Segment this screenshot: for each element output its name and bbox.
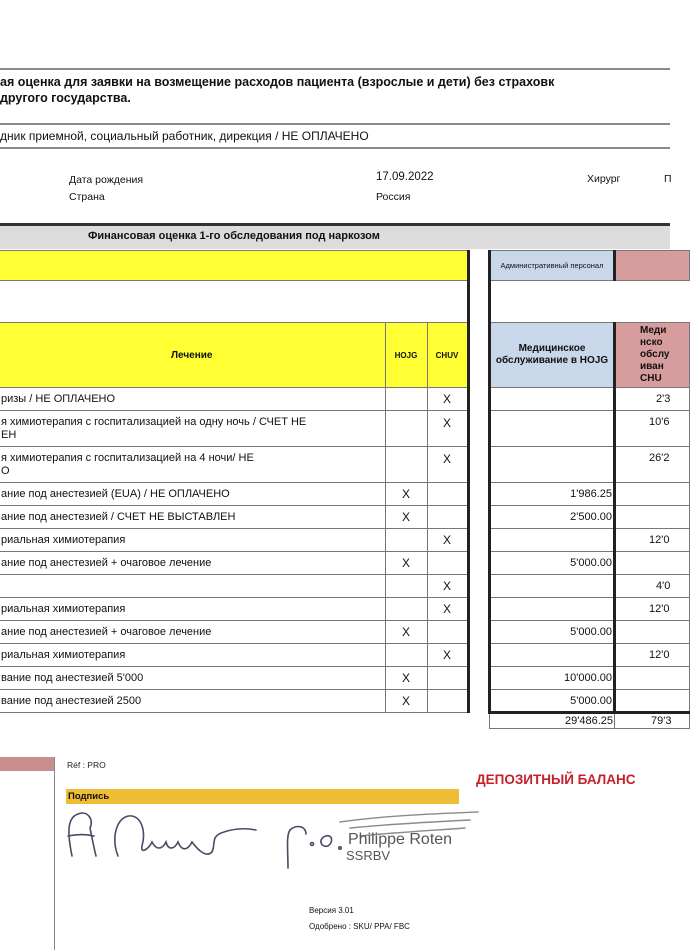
chuv-mark bbox=[427, 621, 468, 644]
hojg-mark: X bbox=[385, 621, 427, 644]
surgeon-value: П bbox=[664, 173, 672, 185]
approved-by: Одобрено : SKU/ PPA/ FBC bbox=[309, 922, 410, 931]
treatment-text: вание под анестезией 2500 bbox=[1, 694, 142, 707]
chuv-cost bbox=[615, 667, 690, 690]
hojg-cost: 5'000.00 bbox=[490, 690, 615, 713]
handwritten-signature bbox=[60, 806, 480, 876]
chuv-mark: X bbox=[427, 447, 468, 483]
chuv-mark: X bbox=[427, 411, 468, 447]
chuv-cost bbox=[615, 690, 690, 713]
treatment-cell bbox=[0, 667, 385, 690]
hojg-cost bbox=[490, 529, 615, 552]
document-title-line1: ая оценка для заявки на возмещение расходов пациента (взрослые и дети) без страховк bbox=[0, 75, 555, 89]
cost-row bbox=[490, 529, 690, 552]
treatment-row bbox=[0, 411, 468, 447]
treatment-row bbox=[0, 388, 468, 411]
treatment-text-cont: ЕН bbox=[1, 429, 17, 441]
chuv-cost: 12'0 bbox=[615, 644, 690, 667]
hojg-mark bbox=[385, 447, 427, 483]
treatment-row bbox=[0, 644, 468, 667]
cost-row bbox=[490, 644, 690, 667]
cost-row bbox=[490, 690, 690, 713]
version: Версия 3.01 bbox=[309, 906, 354, 915]
hojg-cost: 10'000.00 bbox=[490, 667, 615, 690]
treatment-row bbox=[0, 690, 468, 713]
cost-row bbox=[490, 598, 690, 621]
title-rule bbox=[0, 123, 670, 125]
blank-row bbox=[0, 281, 468, 323]
treatment-cell bbox=[0, 483, 385, 506]
cost-row bbox=[490, 506, 690, 529]
country-label: Страна bbox=[69, 191, 105, 203]
chuv-cost bbox=[615, 621, 690, 644]
section-title: Финансовая оценка 1-го обследования под наркозом bbox=[88, 230, 380, 242]
admin-row bbox=[490, 251, 690, 281]
treatment-text: ание под анестезией / СЧЕТ НЕ ВЫСТАВЛЕН bbox=[1, 510, 236, 523]
hojg-header: HOJG bbox=[385, 323, 427, 388]
chuv-mark bbox=[427, 552, 468, 575]
chuv-mark: X bbox=[427, 575, 468, 598]
cost-row bbox=[490, 388, 690, 411]
blank-row bbox=[490, 281, 690, 323]
cost-row bbox=[490, 447, 690, 483]
treatment-text: риальная химиотерапия bbox=[1, 533, 126, 546]
hojg-mark: X bbox=[385, 690, 427, 713]
chuv-mark bbox=[427, 506, 468, 529]
cost-row bbox=[490, 621, 690, 644]
top-rule bbox=[0, 68, 670, 70]
total-row bbox=[490, 713, 690, 729]
hojg-cost: 5'000.00 bbox=[490, 552, 615, 575]
document-title bbox=[0, 74, 554, 106]
signature-bar bbox=[66, 789, 459, 804]
hojg-cost: 5'000.00 bbox=[490, 621, 615, 644]
chuv-cost bbox=[615, 506, 690, 529]
chuv-cost: 12'0 bbox=[615, 529, 690, 552]
hojg-cost: 1'986.25 bbox=[490, 483, 615, 506]
hojg-mark bbox=[385, 644, 427, 667]
hojg-cost bbox=[490, 388, 615, 411]
hojg-cost bbox=[490, 575, 615, 598]
treatment-row bbox=[0, 447, 468, 483]
chuv-cost: 2'3 bbox=[615, 388, 690, 411]
treatment-row bbox=[0, 552, 468, 575]
treatment-cell bbox=[0, 529, 385, 552]
dob-value: 17.09.2022 bbox=[376, 171, 434, 183]
chuv-mark bbox=[427, 690, 468, 713]
hojg-cost-header: Медицинское обслуживание в HOJG bbox=[490, 323, 615, 388]
treatment-text: ание под анестезией + очаговое лечение bbox=[1, 625, 212, 638]
treatment-cell bbox=[0, 411, 385, 447]
chuv-cost: 12'0 bbox=[615, 598, 690, 621]
hojg-mark: X bbox=[385, 483, 427, 506]
stamp-name: Philippe Roten bbox=[348, 831, 453, 848]
cost-row bbox=[490, 411, 690, 447]
admin-staff-header: Административный персонал bbox=[490, 251, 615, 281]
cost-row bbox=[490, 575, 690, 598]
total-hojg: 29'486.25 bbox=[490, 713, 615, 729]
chuv-cost: 4'0 bbox=[615, 575, 690, 598]
chuv-mark: X bbox=[427, 598, 468, 621]
hojg-mark: X bbox=[385, 552, 427, 575]
chuv-mark bbox=[427, 483, 468, 506]
treatment-row bbox=[0, 667, 468, 690]
treatment-text: риальная химиотерапия bbox=[1, 648, 126, 661]
treatment-header-row bbox=[0, 323, 468, 388]
country-value: Россия bbox=[376, 191, 411, 203]
hojg-cost: 2'500.00 bbox=[490, 506, 615, 529]
treatment-text-cont: О bbox=[1, 465, 10, 477]
chuv-cost-header: Меди нско обслу иван CHU bbox=[615, 323, 690, 388]
cost-header-row bbox=[490, 323, 690, 388]
reference: Réf : PRO bbox=[67, 760, 106, 770]
treatment-row bbox=[0, 483, 468, 506]
hojg-mark bbox=[385, 575, 427, 598]
cost-row bbox=[490, 552, 690, 575]
hojg-cost bbox=[490, 411, 615, 447]
treatment-text: вание под анестезией 5'000 bbox=[1, 671, 144, 684]
signature-label: Подпись bbox=[68, 791, 110, 802]
dob-label: Дата рождения bbox=[69, 174, 144, 186]
treatment-text: ание под анестезией (EUA) / НЕ ОПЛАЧЕНО bbox=[1, 487, 230, 500]
chuv-cost: 10'6 bbox=[615, 411, 690, 447]
chuv-cost bbox=[615, 552, 690, 575]
treatment-row bbox=[0, 621, 468, 644]
subtitle-rule bbox=[0, 147, 670, 149]
recipients-line: дник приемной, социальный работник, дирекция / НЕ ОПЛАЧЕНО bbox=[0, 129, 369, 143]
treatment-row bbox=[0, 598, 468, 621]
treatment-header: Лечение bbox=[0, 323, 385, 388]
yellow-band-row bbox=[0, 251, 468, 281]
treatment-text: ризы / НЕ ОПЛАЧЕНО bbox=[1, 392, 116, 405]
surgeon-label: Хирург bbox=[587, 173, 621, 185]
treatment-text: ание под анестезией + очаговое лечение bbox=[1, 556, 212, 569]
hojg-mark: X bbox=[385, 667, 427, 690]
document-title-line2: другого государства. bbox=[0, 91, 131, 105]
hojg-mark bbox=[385, 411, 427, 447]
hojg-mark bbox=[385, 598, 427, 621]
treatment-cell bbox=[0, 598, 385, 621]
treatment-table bbox=[0, 250, 470, 713]
chuv-mark: X bbox=[427, 529, 468, 552]
treatment-text: я химиотерапия с госпитализацией на одну ночь / СЧЕТ НЕ bbox=[1, 416, 307, 428]
chuv-mark: X bbox=[427, 388, 468, 411]
hojg-mark: X bbox=[385, 506, 427, 529]
chuv-cost: 26'2 bbox=[615, 447, 690, 483]
treatment-cell bbox=[0, 447, 385, 483]
treatment-cell bbox=[0, 575, 385, 598]
treatment-cell bbox=[0, 388, 385, 411]
hojg-cost bbox=[490, 598, 615, 621]
cost-row bbox=[490, 667, 690, 690]
admin-pink-cell bbox=[615, 251, 690, 281]
stamp-org: SSRBV bbox=[346, 848, 391, 863]
treatment-cell bbox=[0, 552, 385, 575]
cost-row bbox=[490, 483, 690, 506]
total-chuv: 79'3 bbox=[615, 713, 690, 729]
hojg-mark bbox=[385, 529, 427, 552]
chuv-mark: X bbox=[427, 644, 468, 667]
chuv-cost bbox=[615, 483, 690, 506]
treatment-row bbox=[0, 529, 468, 552]
cost-table bbox=[488, 250, 690, 729]
footer-pink-bar bbox=[0, 757, 54, 771]
footer-divider bbox=[54, 757, 55, 950]
treatment-row bbox=[0, 575, 468, 598]
treatment-cell bbox=[0, 644, 385, 667]
chuv-header: CHUV bbox=[427, 323, 468, 388]
hojg-mark bbox=[385, 388, 427, 411]
treatment-text: риальная химиотерапия bbox=[1, 602, 126, 615]
treatment-cell bbox=[0, 506, 385, 529]
hojg-cost bbox=[490, 644, 615, 667]
chuv-mark bbox=[427, 667, 468, 690]
treatment-cell bbox=[0, 621, 385, 644]
deposit-balance-title: ДЕПОЗИТНЫЙ БАЛАНС bbox=[476, 772, 636, 787]
treatment-cell bbox=[0, 690, 385, 713]
hojg-cost bbox=[490, 447, 615, 483]
treatment-row bbox=[0, 506, 468, 529]
treatment-text: я химиотерапия с госпитализацией на 4 ночи/ НЕ bbox=[1, 452, 254, 464]
